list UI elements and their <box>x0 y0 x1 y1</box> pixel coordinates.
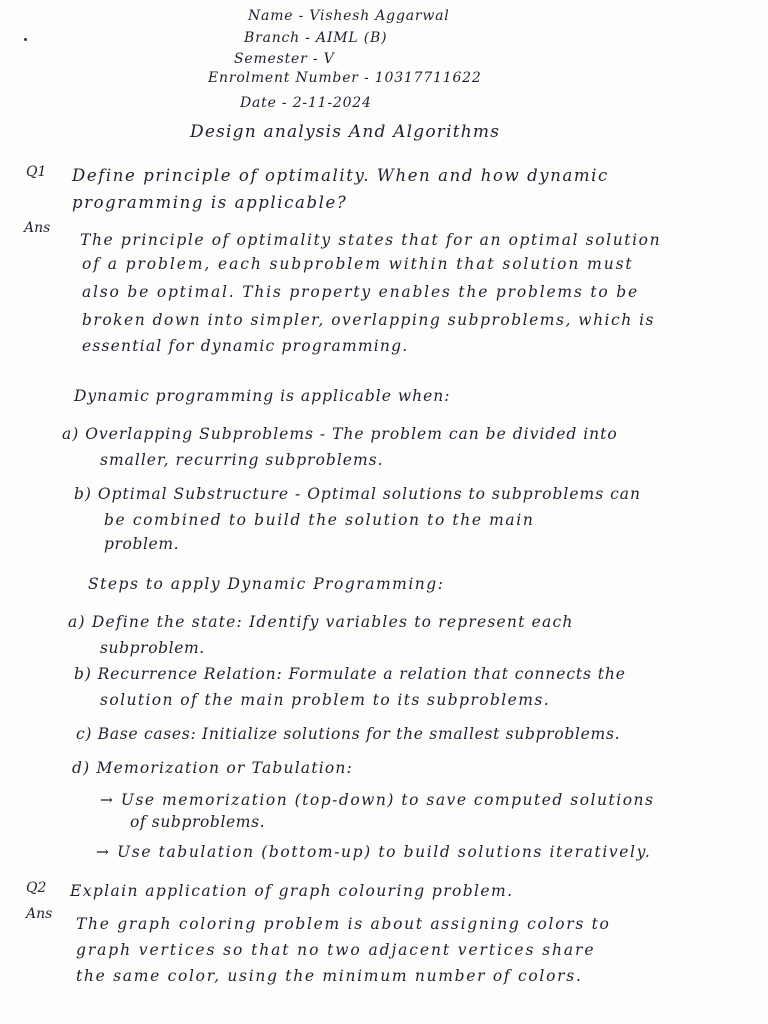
applicable-item-b-cont-2: problem. <box>104 535 180 553</box>
step-d: d) Memorization or Tabulation: <box>72 759 354 777</box>
q1-answer-line-5: essential for dynamic programming. <box>82 337 409 355</box>
q1-question-line-2: programming is applicable? <box>72 193 348 212</box>
header-name: Name - Vishesh Aggarwal <box>248 8 450 24</box>
page-title: Design analysis And Algorithms <box>190 122 501 142</box>
q1-answer-line-4: broken down into simpler, overlapping subproblems, which is <box>82 311 656 329</box>
q1-answer-line-3: also be optimal. This property enables the problems to be <box>82 283 639 301</box>
applicable-item-a-cont: smaller, recurring subproblems. <box>100 451 384 469</box>
header-enrolment: Enrolment Number - 10317711622 <box>208 70 482 86</box>
step-c: c) Base cases: Initialize solutions for the smallest subproblems. <box>76 725 621 743</box>
q2-answer-line-2: graph vertices so that no two adjacent vertices share <box>76 941 596 959</box>
q2-question: Explain application of graph colouring problem. <box>70 882 514 900</box>
applicable-item-b: b) Optimal Substructure - Optimal solutions to subproblems can <box>74 485 641 503</box>
ink-dot <box>24 38 27 41</box>
steps-heading: Steps to apply Dynamic Programming: <box>88 575 445 593</box>
step-d-topdown: → Use memorization (top-down) to save computed solutions <box>100 791 655 809</box>
q2-ans-label: Ans <box>26 906 53 922</box>
header-date: Date - 2-11-2024 <box>240 95 372 111</box>
step-a: a) Define the state: Identify variables to represent each <box>68 613 574 631</box>
q2-answer-line-1: The graph coloring problem is about assigning colors to <box>76 915 611 933</box>
step-b-cont: solution of the main problem to its subproblems. <box>100 691 551 709</box>
q1-answer-line-2: of a problem, each subproblem within that solution must <box>82 255 634 273</box>
applicable-heading: Dynamic programming is applicable when: <box>74 387 451 405</box>
step-a-cont: subproblem. <box>100 639 205 657</box>
q1-answer-line-1: The principle of optimality states that for an optimal solution <box>80 231 662 249</box>
header-branch: Branch - AIML (B) <box>244 30 388 46</box>
header-semester: Semester - V <box>234 51 335 67</box>
q1-ans-label: Ans <box>24 220 51 236</box>
step-d-bottomup: → Use tabulation (bottom-up) to build solutions iteratively. <box>96 843 652 861</box>
q2-answer-line-3: the same color, using the minimum number of colors. <box>76 967 583 985</box>
applicable-item-b-cont-1: be combined to build the solution to the main <box>104 511 535 529</box>
q2-label: Q2 <box>26 880 47 896</box>
step-b: b) Recurrence Relation: Formulate a relation that connects the <box>74 665 626 683</box>
q1-label: Q1 <box>26 164 47 180</box>
applicable-item-a: a) Overlapping Subproblems - The problem can be divided into <box>62 425 618 443</box>
q1-question-line-1: Define principle of optimality. When and how dynamic <box>72 166 609 185</box>
step-d-topdown-cont: of subproblems. <box>130 813 266 831</box>
